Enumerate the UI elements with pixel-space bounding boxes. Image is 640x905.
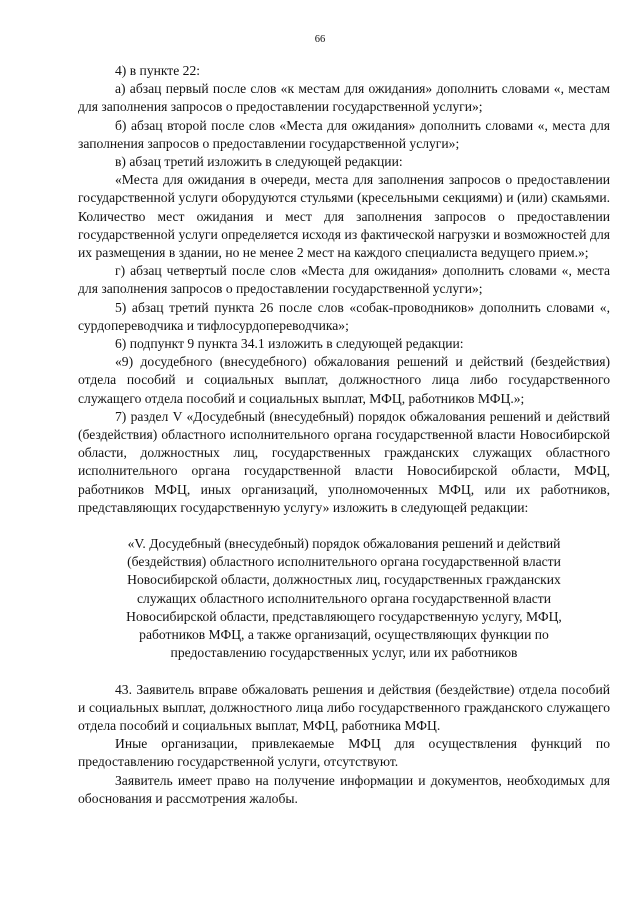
page-number: 66 (314, 34, 326, 45)
paragraph: 5) абзац третий пункта 26 после слов «собак-проводников» дополнить словами «, сурдопереводчика и тифлосурдопереводчика»; (78, 299, 610, 333)
paragraph: 7) раздел V «Досудебный (внесудебный) порядок обжалования решений и действий (бездействия) областного исполнительного органа государственной власти Новосибирской области, должностных лиц, государственных гражданских служащих областного исполнительного органа государственной власти Новосибирской области, МФЦ, работников МФЦ, иных организаций, уполномоченных МФЦ, или их работников, представляющих государственную услугу» изложить в следующей редакции: (78, 408, 610, 515)
section-heading: «V. Досудебный (внесудебный) порядок обжалования решений и действий (бездействия) областного исполнительного органа государственной власти Новосибирской области, должностных лиц, государственных гражданских служащих областного исполнительного органа государственной власти Новосибирской области, представляющего государственную услугу, МФЦ, работников МФЦ, а также организаций, осуществляющих функции по предоставлению государственных услуг, или их работников (126, 536, 562, 661)
paragraph: 6) подпункт 9 пункта 34.1 изложить в следующей редакции: (115, 336, 464, 352)
paragraph: Иные организации, привлекаемые МФЦ для осуществления функций по предоставлению государственной услуги, отсутствуют. (78, 736, 610, 770)
spacer (78, 663, 610, 681)
paragraph: «9) досудебного (внесудебного) обжалования решений и действий (бездействия) отдела пособий и социальных выплат, должностного лица либо государственного служащего отдела пособий и социальных выплат, МФЦ, работников МФЦ.»; (78, 354, 610, 406)
paragraph: а) абзац первый после слов «к местам для ожидания» дополнить словами «, местам для заполнения запросов о предоставлении государственной услуги»; (78, 81, 610, 115)
paragraph: в) абзац третий изложить в следующей редакции: (115, 154, 403, 170)
paragraph: б) абзац второй после слов «Места для ожидания» дополнить словами «, места для заполнения запросов о предоставлении государственной услуги»; (78, 117, 610, 151)
paragraph: 43. Заявитель вправе обжаловать решения и действия (бездействие) отдела пособий и социальных выплат, должностного лица либо государственного гражданского служащего отдела пособий и социальных выплат, МФЦ, работника МФЦ. (78, 681, 610, 733)
paragraph: «Места для ожидания в очереди, места для заполнения запросов о предоставлении государственной услуги оборудуются стульями (кресельными секциями) и (или) скамьями. Количество мест ожидания и мест для заполнения запросов о предоставлении государственной услуги определяется исходя из фактической нагрузки и возможностей для их размещения в здании, но не менее 2 мест на каждого специалиста ведущего прием.»; (78, 172, 610, 261)
paragraph: Заявитель имеет право на получение информации и документов, необходимых для обоснования и рассмотрения жалобы. (78, 772, 610, 806)
document-body (78, 62, 610, 808)
paragraph: 4) в пункте 22: (115, 63, 201, 78)
paragraph: г) абзац четвертый после слов «Места для ожидания» дополнить словами «, места для заполнения запросов о предоставлении государственной услуги»; (78, 263, 610, 297)
